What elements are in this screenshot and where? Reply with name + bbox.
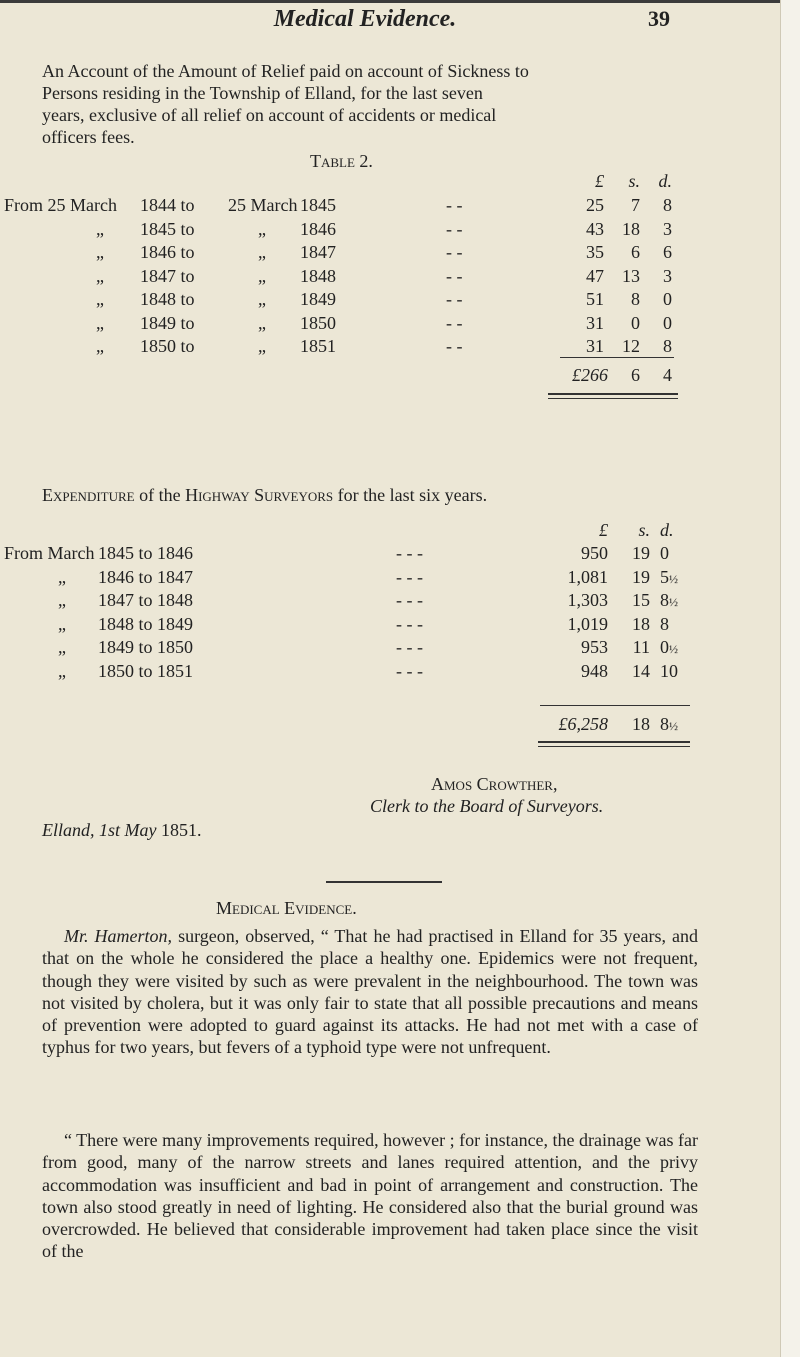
row-period: 1845 to 1846: [98, 543, 194, 563]
row-mid: „: [258, 289, 266, 309]
row-pence: [660, 613, 669, 635]
row-pence-fraction: ½: [669, 642, 678, 656]
row-to: 1849: [300, 289, 336, 309]
signatory-title: Clerk to the Board of Surveyors.: [370, 796, 604, 816]
row-pounds: 47: [586, 265, 604, 286]
row-prefix: „: [58, 660, 66, 681]
row-shillings: 19: [632, 543, 650, 563]
row-dashes: - - -: [396, 566, 423, 587]
exp-pence-header: d.: [660, 520, 674, 540]
row-period: 1846 to 1847: [98, 566, 194, 587]
row-pence: 0: [663, 312, 672, 333]
top-border: [0, 0, 800, 3]
row-dashes: - - -: [396, 543, 423, 563]
row-period: 1848 to 1849: [98, 613, 194, 634]
row-from: 1846 to: [140, 242, 195, 262]
expenditure-heading-mid: of the: [134, 485, 186, 505]
row-prefix: „: [96, 242, 104, 262]
row-prefix: „: [96, 265, 104, 286]
paragraph-1-text: surgeon, observed, “ That he had practised in Elland for 35 years, and that on the whole he considered the place a healthy one. Epidemics were not frequent, though they were visited by such as were prevalent in the neighbourhood. The town was not visited by cholera, but it was only fair to state that all possible precautions and means of prevention were adopted to guard against its attacks. He had not met with a case of typhus for two years, but fevers of a typhoid type were not unfrequent.: [42, 926, 699, 1058]
row-period: 1849 to 1850: [98, 637, 194, 657]
dateline-year: 1851.: [161, 820, 202, 840]
row-pence-whole: 5: [660, 566, 669, 587]
row-pence-whole: 8: [660, 613, 669, 634]
row-pounds: 31: [586, 312, 604, 333]
pounds-header: £: [595, 171, 604, 191]
row-pounds: 31: [586, 336, 604, 356]
row-pounds: 25: [586, 195, 604, 215]
exp-double-rule-bottom: [538, 746, 690, 747]
row-prefix: „: [96, 336, 104, 356]
table2-sum-rule: [560, 357, 674, 358]
dateline-day: 1st May: [99, 820, 157, 840]
row-pence: 6: [663, 242, 672, 262]
exp-total-pence-whole: 8: [660, 714, 669, 734]
row-dashes: - - -: [396, 637, 423, 657]
row-pence-fraction: ½: [669, 571, 678, 586]
row-dashes: - -: [446, 218, 463, 239]
exp-total-pence-fraction: ½: [669, 719, 678, 733]
row-pounds: 1,303: [567, 590, 608, 610]
row-to: 1845: [300, 195, 336, 215]
row-mid: „: [258, 265, 266, 286]
dateline: [42, 819, 202, 841]
row-pounds: 43: [586, 218, 604, 239]
pence-header: d.: [658, 171, 672, 191]
running-header: Medical Evidence.: [273, 6, 457, 32]
shillings-header: s.: [628, 171, 640, 191]
row-pounds: 35: [586, 242, 604, 262]
table2-double-rule-bottom: [548, 398, 678, 399]
row-prefix: From 25 March: [4, 195, 117, 215]
row-prefix: „: [96, 312, 104, 333]
row-mid: „: [258, 336, 266, 356]
row-prefix: „: [96, 218, 104, 239]
row-prefix: From March: [4, 543, 95, 563]
table2-intro-line-1: An Account of the Amount of Relief paid on account of Sickness to: [42, 61, 529, 81]
exp-total-shillings: 18: [632, 714, 650, 734]
row-pence: [660, 589, 678, 613]
expenditure-heading-tail: for the last six years.: [333, 485, 488, 505]
row-pence: [660, 636, 678, 660]
table2-total-pounds: £266: [572, 365, 608, 385]
row-shillings: 15: [632, 590, 650, 610]
row-pounds: 1,081: [567, 566, 608, 587]
row-pence-fraction: ½: [669, 595, 678, 609]
page-edge: [780, 0, 800, 1357]
row-shillings: 18: [632, 613, 650, 634]
expenditure-heading-body: Highway Surveyors: [185, 485, 334, 505]
row-pence: [660, 660, 678, 682]
row-pounds: 950: [581, 543, 608, 563]
row-pence: [660, 542, 669, 564]
row-pence-whole: 10: [660, 660, 678, 681]
row-period: 1847 to 1848: [98, 590, 194, 610]
row-shillings: 8: [631, 289, 640, 309]
row-dashes: - - -: [396, 660, 423, 681]
row-to: 1846: [300, 218, 336, 239]
section-divider: [326, 881, 442, 883]
row-shillings: 0: [631, 312, 640, 333]
row-dashes: - -: [446, 242, 463, 262]
row-dashes: - -: [446, 336, 463, 356]
exp-pounds-header: £: [599, 520, 608, 540]
row-to: 1848: [300, 265, 336, 286]
row-from: 1845 to: [140, 218, 195, 239]
medical-heading: Medical Evidence.: [216, 898, 357, 918]
row-shillings: 14: [632, 660, 650, 681]
table2-heading: Table 2.: [310, 151, 373, 171]
row-pence: 3: [663, 265, 672, 286]
row-pence: 8: [663, 336, 672, 356]
row-prefix: „: [58, 637, 66, 657]
row-shillings: 12: [622, 336, 640, 356]
row-shillings: 7: [631, 195, 640, 215]
row-shillings: 19: [632, 566, 650, 587]
row-from: 1849 to: [140, 312, 195, 333]
row-from: 1844 to: [140, 195, 195, 215]
row-pounds: 953: [581, 637, 608, 657]
table2-intro-line-3: years, exclusive of all relief on account of accidents or medical: [42, 105, 497, 125]
expenditure-heading-lead: Expenditure: [42, 485, 135, 505]
speaker-name: Mr. Hamerton,: [64, 926, 173, 946]
row-shillings: 6: [631, 242, 640, 262]
row-dashes: - -: [446, 195, 463, 215]
row-dashes: - - -: [396, 590, 423, 610]
row-prefix: „: [96, 289, 104, 309]
row-from: 1848 to: [140, 289, 195, 309]
row-prefix: „: [58, 613, 66, 634]
row-pence-whole: 0: [660, 637, 669, 657]
exp-double-rule-top: [538, 741, 690, 743]
signatory-name: Amos Crowther,: [431, 774, 558, 794]
row-prefix: „: [58, 590, 66, 610]
table2-double-rule-top: [548, 393, 678, 395]
expenditure-sum-rule: [540, 705, 690, 706]
row-dashes: - -: [446, 289, 463, 309]
exp-total-pence: [660, 713, 678, 737]
row-pence-whole: 8: [660, 590, 669, 610]
row-mid: „: [258, 218, 266, 239]
row-from: 1850 to: [140, 336, 195, 356]
row-pence: [660, 566, 678, 590]
row-pence: 8: [663, 195, 672, 215]
row-pounds: 948: [581, 660, 608, 681]
row-pounds: 51: [586, 289, 604, 309]
medical-paragraph-2: “ There were many improvements required, however ; for instance, the drainage was far from good, many of the narrow streets and lanes required attention, and the privy accommodation was insufficient and bad in point of arrangement and construction. The town also stood greatly in need of lighting. He considered also that the burial ground was overcrowded. He believed that considerable improvement had taken place since the visit of the: [42, 1130, 698, 1262]
exp-shillings-header: s.: [638, 520, 650, 540]
row-shillings: 11: [632, 637, 650, 657]
row-period: 1850 to 1851: [98, 660, 194, 681]
row-prefix: „: [58, 566, 66, 587]
page-number: 39: [648, 6, 670, 31]
table2-total-shillings: 6: [631, 365, 640, 385]
row-pence: 3: [663, 218, 672, 239]
row-to: 1847: [300, 242, 336, 262]
row-pence-whole: 0: [660, 543, 669, 563]
exp-total-pounds: £6,258: [558, 714, 608, 734]
table2-intro-line-2: Persons residing in the Township of Elland, for the last seven: [42, 83, 483, 103]
row-mid: „: [258, 242, 266, 262]
row-dashes: - -: [446, 265, 463, 286]
row-dashes: - - -: [396, 613, 423, 634]
row-shillings: 13: [622, 265, 640, 286]
row-from: 1847 to: [140, 265, 195, 286]
medical-paragraph-1: [42, 925, 698, 1059]
row-shillings: 18: [622, 218, 640, 239]
table2-intro-line-4: officers fees.: [42, 127, 135, 147]
row-dashes: - -: [446, 312, 463, 333]
row-to: 1851: [300, 336, 336, 356]
row-to: 1850: [300, 312, 336, 333]
table2-total-pence: 4: [663, 365, 672, 385]
row-mid: 25 March: [228, 195, 298, 215]
row-mid: „: [258, 312, 266, 333]
expenditure-heading: [42, 484, 487, 506]
row-pence: 0: [663, 289, 672, 309]
row-pounds: 1,019: [567, 613, 608, 634]
dateline-place: Elland,: [42, 820, 95, 840]
